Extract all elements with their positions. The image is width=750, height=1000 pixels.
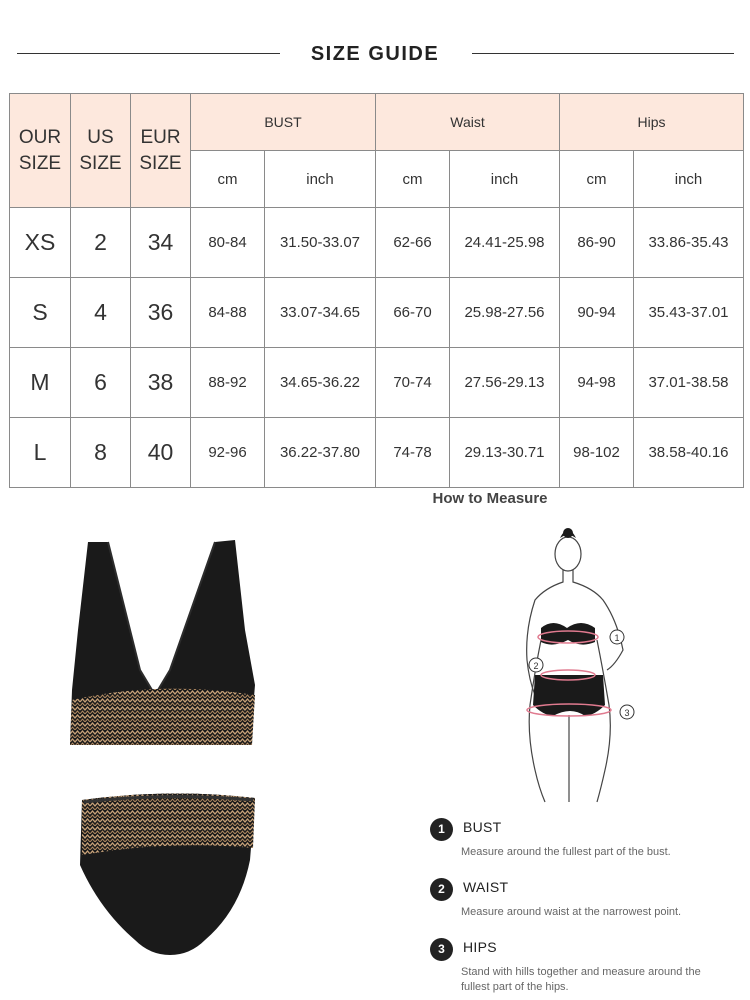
marker-bust <box>610 630 624 644</box>
cell-waist-cm: 70-74 <box>376 348 450 418</box>
marker-waist <box>529 658 543 672</box>
step-bust <box>430 815 740 875</box>
cell-waist-inch: 27.56-29.13 <box>450 348 560 418</box>
cell-bust-inch: 31.50-33.07 <box>265 208 376 278</box>
cell-hips-inch: 37.01-38.58 <box>634 348 744 418</box>
cell-eur-size: 34 <box>131 208 191 278</box>
cell-bust-inch: 33.07-34.65 <box>265 278 376 348</box>
header-bust: BUST <box>191 94 376 151</box>
table-row <box>10 278 744 348</box>
unit-hips-cm: cm <box>560 151 634 208</box>
bikini-top-image <box>70 540 255 745</box>
cell-hips-cm: 86-90 <box>560 208 634 278</box>
cell-hips-inch: 33.86-35.43 <box>634 208 744 278</box>
cell-hips-cm: 94-98 <box>560 348 634 418</box>
unit-waist-inch: inch <box>450 151 560 208</box>
marker-bust-label: 1 <box>614 633 620 643</box>
cell-hips-cm: 90-94 <box>560 278 634 348</box>
unit-waist-cm: cm <box>376 151 450 208</box>
header-eur-size: EUR SIZE <box>131 94 191 208</box>
cell-bust-cm: 80-84 <box>191 208 265 278</box>
step-title: BUST <box>463 819 502 835</box>
page-title: SIZE GUIDE <box>285 38 465 70</box>
cell-eur-size: 38 <box>131 348 191 418</box>
how-to-measure-heading: How to Measure <box>432 490 548 507</box>
bikini-bottom-image <box>80 793 255 955</box>
cell-waist-cm: 66-70 <box>376 278 450 348</box>
title-divider-right <box>472 53 734 54</box>
cell-waist-inch: 29.13-30.71 <box>450 418 560 488</box>
cell-us-size: 6 <box>71 348 131 418</box>
step-description: Measure around the fullest part of the bust. <box>461 846 671 858</box>
cell-waist-inch: 24.41-25.98 <box>450 208 560 278</box>
cell-eur-size: 40 <box>131 418 191 488</box>
cell-our-size: M <box>10 348 71 418</box>
step-description: Stand with hills together and measure around the fullest part of the hips. <box>461 966 701 993</box>
size-chart-table <box>9 93 744 488</box>
measure-steps <box>430 815 740 995</box>
title-divider-left <box>17 53 280 54</box>
marker-hips <box>620 705 634 719</box>
cell-waist-inch: 25.98-27.56 <box>450 278 560 348</box>
marker-waist-label: 2 <box>533 661 539 671</box>
header-hips: Hips <box>560 94 744 151</box>
cell-our-size: XS <box>10 208 71 278</box>
table-row <box>10 348 744 418</box>
cell-our-size: L <box>10 418 71 488</box>
header-our-size: OUR SIZE <box>10 94 71 208</box>
cell-bust-cm: 92-96 <box>191 418 265 488</box>
step-hips <box>430 935 740 995</box>
cell-bust-inch: 36.22-37.80 <box>265 418 376 488</box>
cell-us-size: 2 <box>71 208 131 278</box>
step-number-badge: 2 <box>430 878 453 901</box>
step-number-badge: 3 <box>430 938 453 961</box>
cell-our-size: S <box>10 278 71 348</box>
cell-us-size: 8 <box>71 418 131 488</box>
cell-waist-cm: 62-66 <box>376 208 450 278</box>
cell-hips-inch: 38.58-40.16 <box>634 418 744 488</box>
cell-bust-cm: 84-88 <box>191 278 265 348</box>
bikini-product-image <box>50 530 280 990</box>
step-title: WAIST <box>463 879 509 895</box>
step-waist <box>430 875 740 935</box>
table-row <box>10 208 744 278</box>
step-number-badge: 1 <box>430 818 453 841</box>
unit-bust-cm: cm <box>191 151 265 208</box>
header-us-size: US SIZE <box>71 94 131 208</box>
step-title: HIPS <box>463 939 497 955</box>
cell-hips-inch: 35.43-37.01 <box>634 278 744 348</box>
cell-bust-inch: 34.65-36.22 <box>265 348 376 418</box>
marker-hips-label: 3 <box>624 708 630 718</box>
cell-hips-cm: 98-102 <box>560 418 634 488</box>
cell-us-size: 4 <box>71 278 131 348</box>
header-waist: Waist <box>376 94 560 151</box>
size-guide-header <box>0 30 750 80</box>
body-silhouette-illustration <box>505 520 655 805</box>
cell-bust-cm: 88-92 <box>191 348 265 418</box>
unit-bust-inch: inch <box>265 151 376 208</box>
table-row <box>10 418 744 488</box>
unit-hips-inch: inch <box>634 151 744 208</box>
cell-waist-cm: 74-78 <box>376 418 450 488</box>
cell-eur-size: 36 <box>131 278 191 348</box>
step-description: Measure around waist at the narrowest point. <box>461 906 682 918</box>
